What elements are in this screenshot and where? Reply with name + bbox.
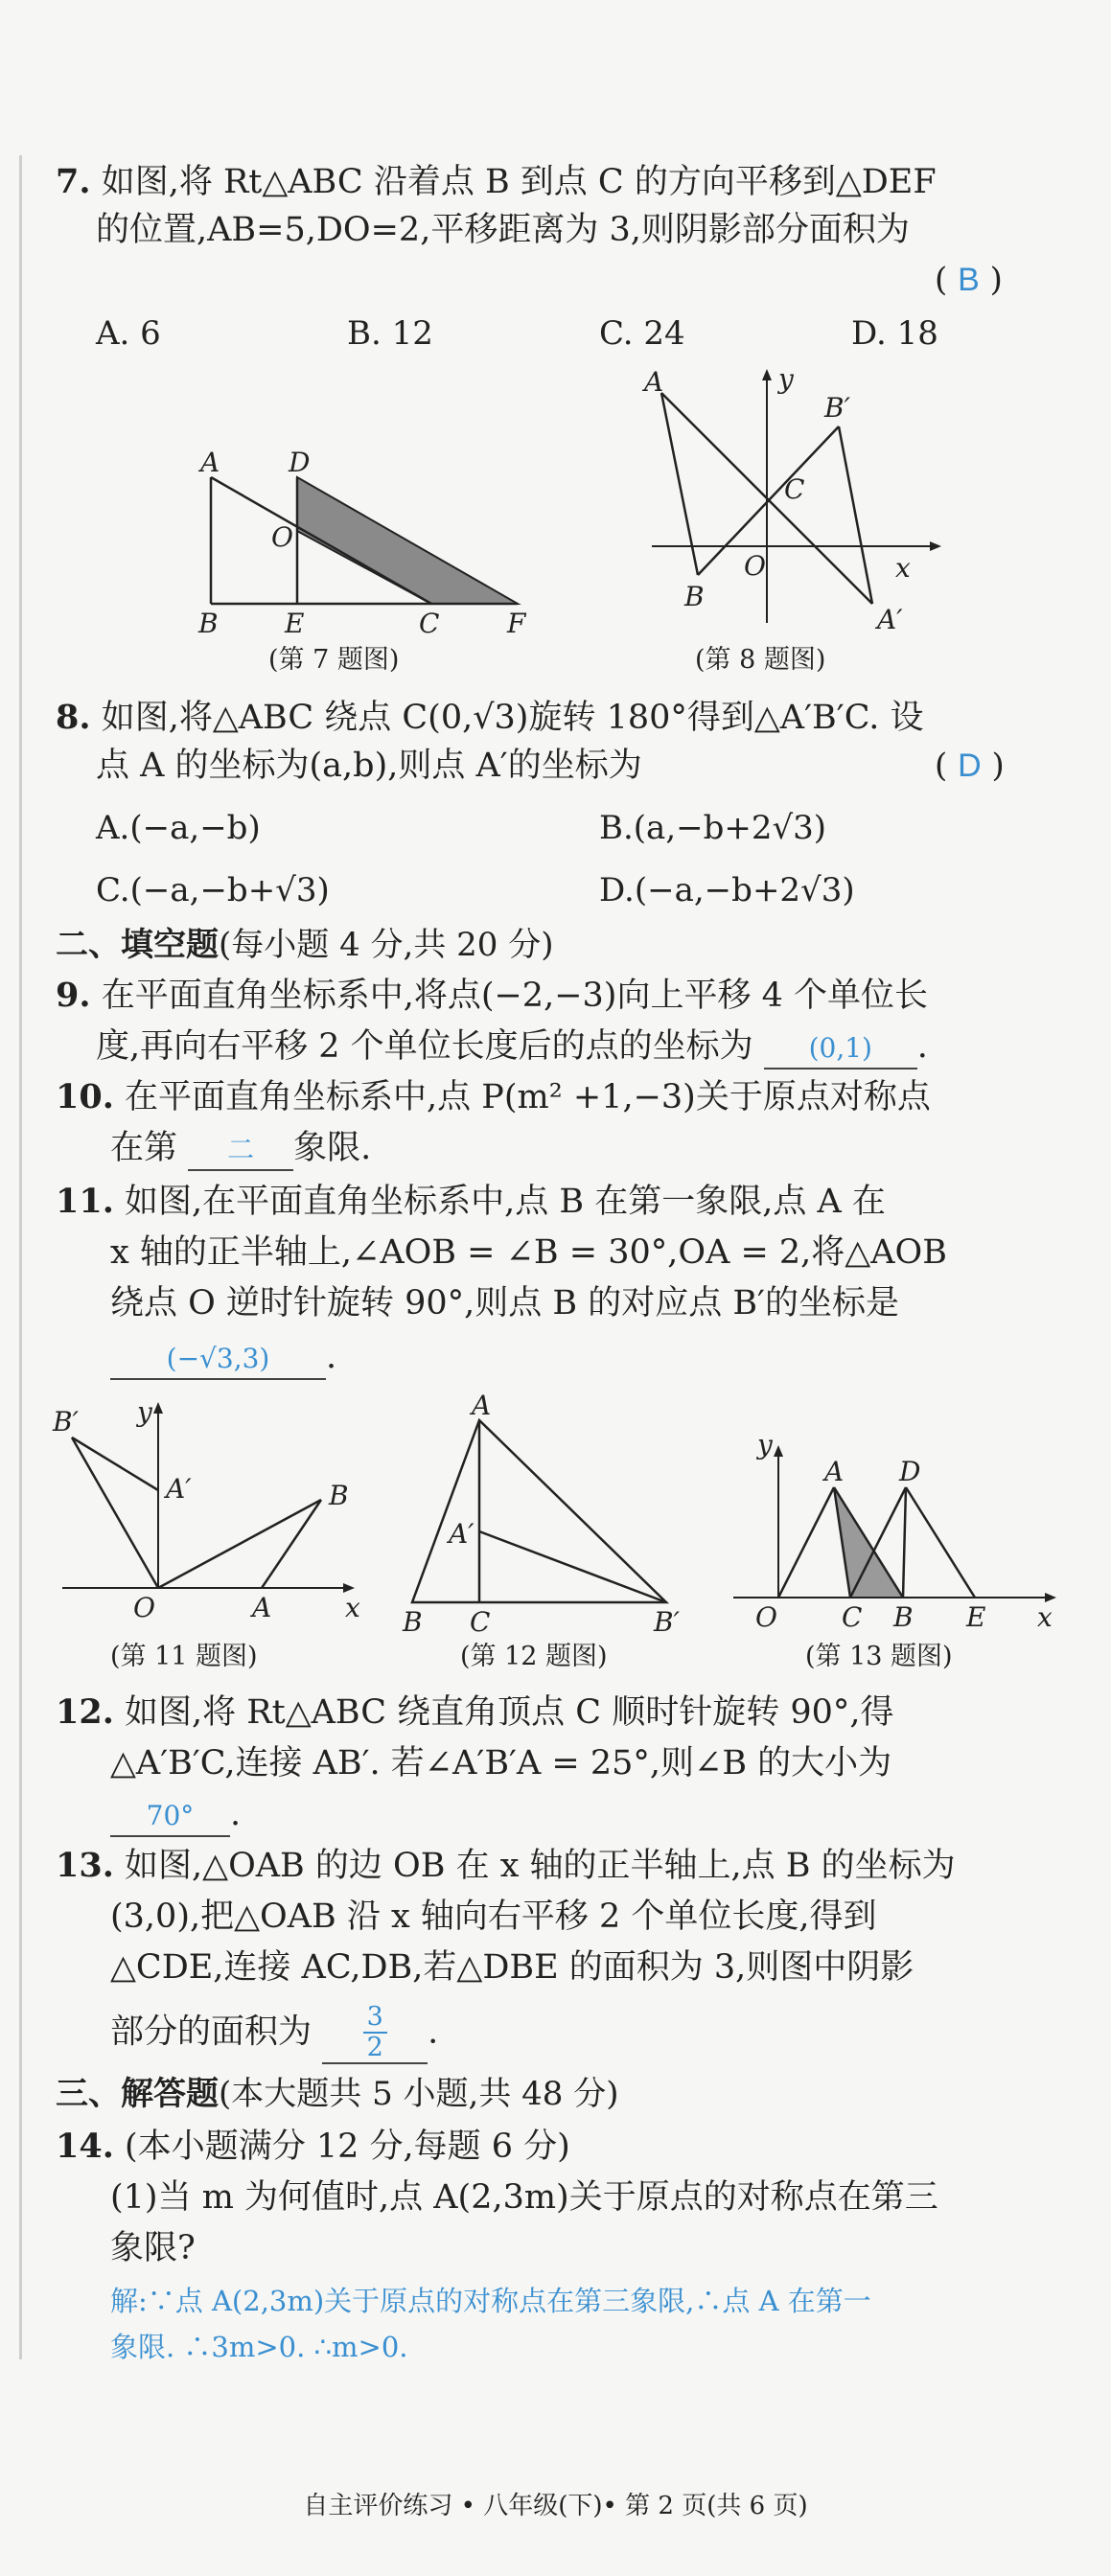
- label-o: O: [744, 550, 766, 582]
- q11-line1: 11. 如图,在平面直角坐标系中,点 B 在第一象限,点 A 在: [56, 1182, 886, 1221]
- q13-answer-fraction: $\frac{3}{2}$: [363, 2003, 387, 2062]
- figure-11: [53, 1394, 369, 1623]
- q7-line1: 7. 如图,将 Rt△ABC 沿着点 B 到点 C 的方向平移到△DEF: [56, 162, 937, 201]
- y-axis-arrow: [153, 1402, 163, 1414]
- shaded-region: [297, 477, 518, 604]
- label-b: B: [403, 1606, 423, 1638]
- q8-option-c: C.(−a,−b+√3): [96, 871, 330, 909]
- label-a: A: [200, 447, 220, 478]
- q10-line2: 在第 二 象限.: [110, 1127, 371, 1171]
- label-f: F: [507, 608, 526, 639]
- q11-line3: 绕点 O 逆时针旋转 90°,则点 B 的对应点 B′的坐标是: [110, 1284, 899, 1322]
- label-b-prime: B′: [53, 1406, 79, 1438]
- q8-option-b: B.(a,−b+2√3): [599, 809, 827, 847]
- q9-answer-blank: (0,1): [764, 1029, 917, 1070]
- label-a: A: [824, 1456, 845, 1487]
- segment-de: [906, 1487, 975, 1598]
- label-d: D: [289, 447, 311, 478]
- fig12-caption: (第 12 题图): [460, 1642, 608, 1671]
- figure-13: [729, 1429, 1064, 1633]
- label-c: C: [470, 1606, 491, 1638]
- q12-answer-blank: 70°: [110, 1797, 230, 1837]
- label-b-prime: B′: [654, 1606, 680, 1638]
- q14-part1-line2: 象限?: [110, 2229, 196, 2267]
- segment-a-prime-b-prime: [479, 1531, 666, 1602]
- q12-line1: 12. 如图,将 Rt△ABC 绕直角顶点 C 顺时针旋转 90°,得: [56, 1692, 894, 1732]
- fig11-caption: (第 11 题图): [110, 1642, 258, 1671]
- figure-12: [403, 1390, 690, 1638]
- label-o: O: [133, 1592, 155, 1623]
- label-y: y: [137, 1396, 152, 1428]
- page-footer: 自主评价练习 • 八年级(下)• 第 2 页(共 6 页): [303, 2492, 808, 2520]
- label-b: B: [893, 1601, 914, 1633]
- label-b: B: [198, 608, 219, 639]
- q12-line2: △A′B′C,连接 AB′. 若∠A′B′A = 25°,则∠B 的大小为: [110, 1744, 892, 1782]
- q7-option-c: C. 24: [599, 314, 685, 353]
- q11-answer-line: (−√3,3) .: [110, 1336, 336, 1380]
- margin-rule: [19, 155, 22, 2359]
- section-2-heading: 二、填空题(每小题 4 分,共 20 分): [56, 926, 554, 964]
- label-d: D: [899, 1456, 921, 1487]
- label-b: B: [684, 581, 705, 612]
- q11-answer-blank: (−√3,3): [110, 1340, 326, 1380]
- section-3-heading: 三、解答题(本大题共 5 小题,共 48 分): [56, 2075, 619, 2113]
- label-a: A: [252, 1592, 272, 1623]
- figure-8: [642, 364, 959, 642]
- q11-line2: x 轴的正半轴上,∠AOB = ∠B = 30°,OA = 2,将△AOB: [110, 1233, 947, 1272]
- q8-answer-paren: ( D ): [935, 747, 1005, 785]
- triangle-abb-prime: [412, 1420, 666, 1602]
- label-e: E: [966, 1601, 986, 1633]
- segment-oa: [778, 1487, 834, 1598]
- x-axis-arrow: [930, 541, 941, 551]
- label-e: E: [285, 608, 305, 639]
- segment-ob: [158, 1500, 321, 1588]
- q10-line1: 10. 在平面直角坐标系中,点 P(m² +1,−3)关于原点对称点: [56, 1077, 931, 1116]
- q7-option-b: B. 12: [347, 314, 433, 353]
- label-a: A: [644, 366, 664, 398]
- label-x: x: [895, 552, 911, 584]
- q13-line3: △CDE,连接 AC,DB,若△DBE 的面积为 3,则图中阴影: [110, 1948, 914, 1987]
- label-c: C: [419, 608, 440, 639]
- q10-answer-blank: 二: [188, 1131, 293, 1171]
- label-b-prime: B′: [824, 392, 850, 424]
- label-c: C: [784, 473, 805, 505]
- segment-b-prime-a-prime: [839, 426, 872, 604]
- label-c: C: [842, 1601, 863, 1633]
- segment-b-prime-a-prime: [72, 1438, 158, 1490]
- label-o: O: [271, 521, 293, 553]
- q12-answer-line: 70° .: [110, 1793, 241, 1837]
- q7-option-d: D. 18: [851, 314, 938, 353]
- label-x: x: [1037, 1601, 1053, 1633]
- q9-line1: 9. 在平面直角坐标系中,将点(−2,−3)向上平移 4 个单位长: [56, 976, 928, 1015]
- label-y: y: [757, 1429, 773, 1460]
- label-y: y: [778, 363, 794, 395]
- q13-answer-blank: [322, 2003, 428, 2064]
- label-a-prime: A′: [166, 1473, 192, 1505]
- q7-option-a: A. 6: [96, 314, 161, 353]
- q8-line2: 点 A 的坐标为(a,b),则点 A′的坐标为: [96, 747, 642, 785]
- q7-line2: 的位置,AB=5,DO=2,平移距离为 3,则阴影部分面积为: [96, 211, 910, 249]
- q8-line1: 8. 如图,将△ABC 绕点 C(0,√3)旋转 180°得到△A′B′C. 设: [56, 698, 924, 737]
- q14-heading: 14. (本小题满分 12 分,每题 6 分): [56, 2127, 570, 2166]
- fig7-caption: (第 7 题图): [268, 645, 400, 675]
- q7-answer: B: [958, 262, 980, 298]
- segment-ab: [661, 393, 698, 575]
- q9-line2: 度,再向右平移 2 个单位长度后的点的坐标为 (0,1) .: [96, 1025, 928, 1070]
- segment-ob-prime: [72, 1438, 158, 1588]
- label-x: x: [345, 1592, 360, 1623]
- q14-part1-line1: (1)当 m 为何值时,点 A(2,3m)关于原点的对称点在第三: [110, 2178, 938, 2217]
- segment-ab: [262, 1500, 321, 1588]
- label-a-prime: A′: [449, 1518, 474, 1550]
- label-b: B: [329, 1480, 349, 1511]
- q7-answer-paren: ( B ): [935, 261, 1003, 299]
- y-axis-arrow: [774, 1445, 783, 1457]
- q13-line4: 部分的面积为 $\frac{3}{2}$ .: [110, 2002, 439, 2062]
- q14-solution-line2: 象限. ∴3m>0. ∴m>0.: [110, 2331, 408, 2363]
- label-a: A: [472, 1390, 492, 1421]
- q8-answer: D: [958, 748, 982, 784]
- y-axis-arrow: [762, 369, 772, 380]
- q13-line1: 13. 如图,△OAB 的边 OB 在 x 轴的正半轴上,点 B 的坐标为: [56, 1846, 956, 1885]
- figure-7: [187, 447, 532, 639]
- fig13-caption: (第 13 题图): [805, 1642, 953, 1671]
- label-o: O: [755, 1601, 777, 1633]
- q13-line2: (3,0),把△OAB 沿 x 轴向右平移 2 个单位长度,得到: [110, 1898, 877, 1936]
- q14-solution-line1: 解:∵点 A(2,3m)关于原点的对称点在第三象限,∴点 A 在第一: [110, 2285, 871, 2317]
- fig8-caption: (第 8 题图): [695, 645, 826, 675]
- label-a-prime: A′: [877, 604, 903, 635]
- segment-db: [903, 1487, 906, 1598]
- q8-option-d: D.(−a,−b+2√3): [599, 871, 855, 909]
- q8-option-a: A.(−a,−b): [96, 809, 261, 847]
